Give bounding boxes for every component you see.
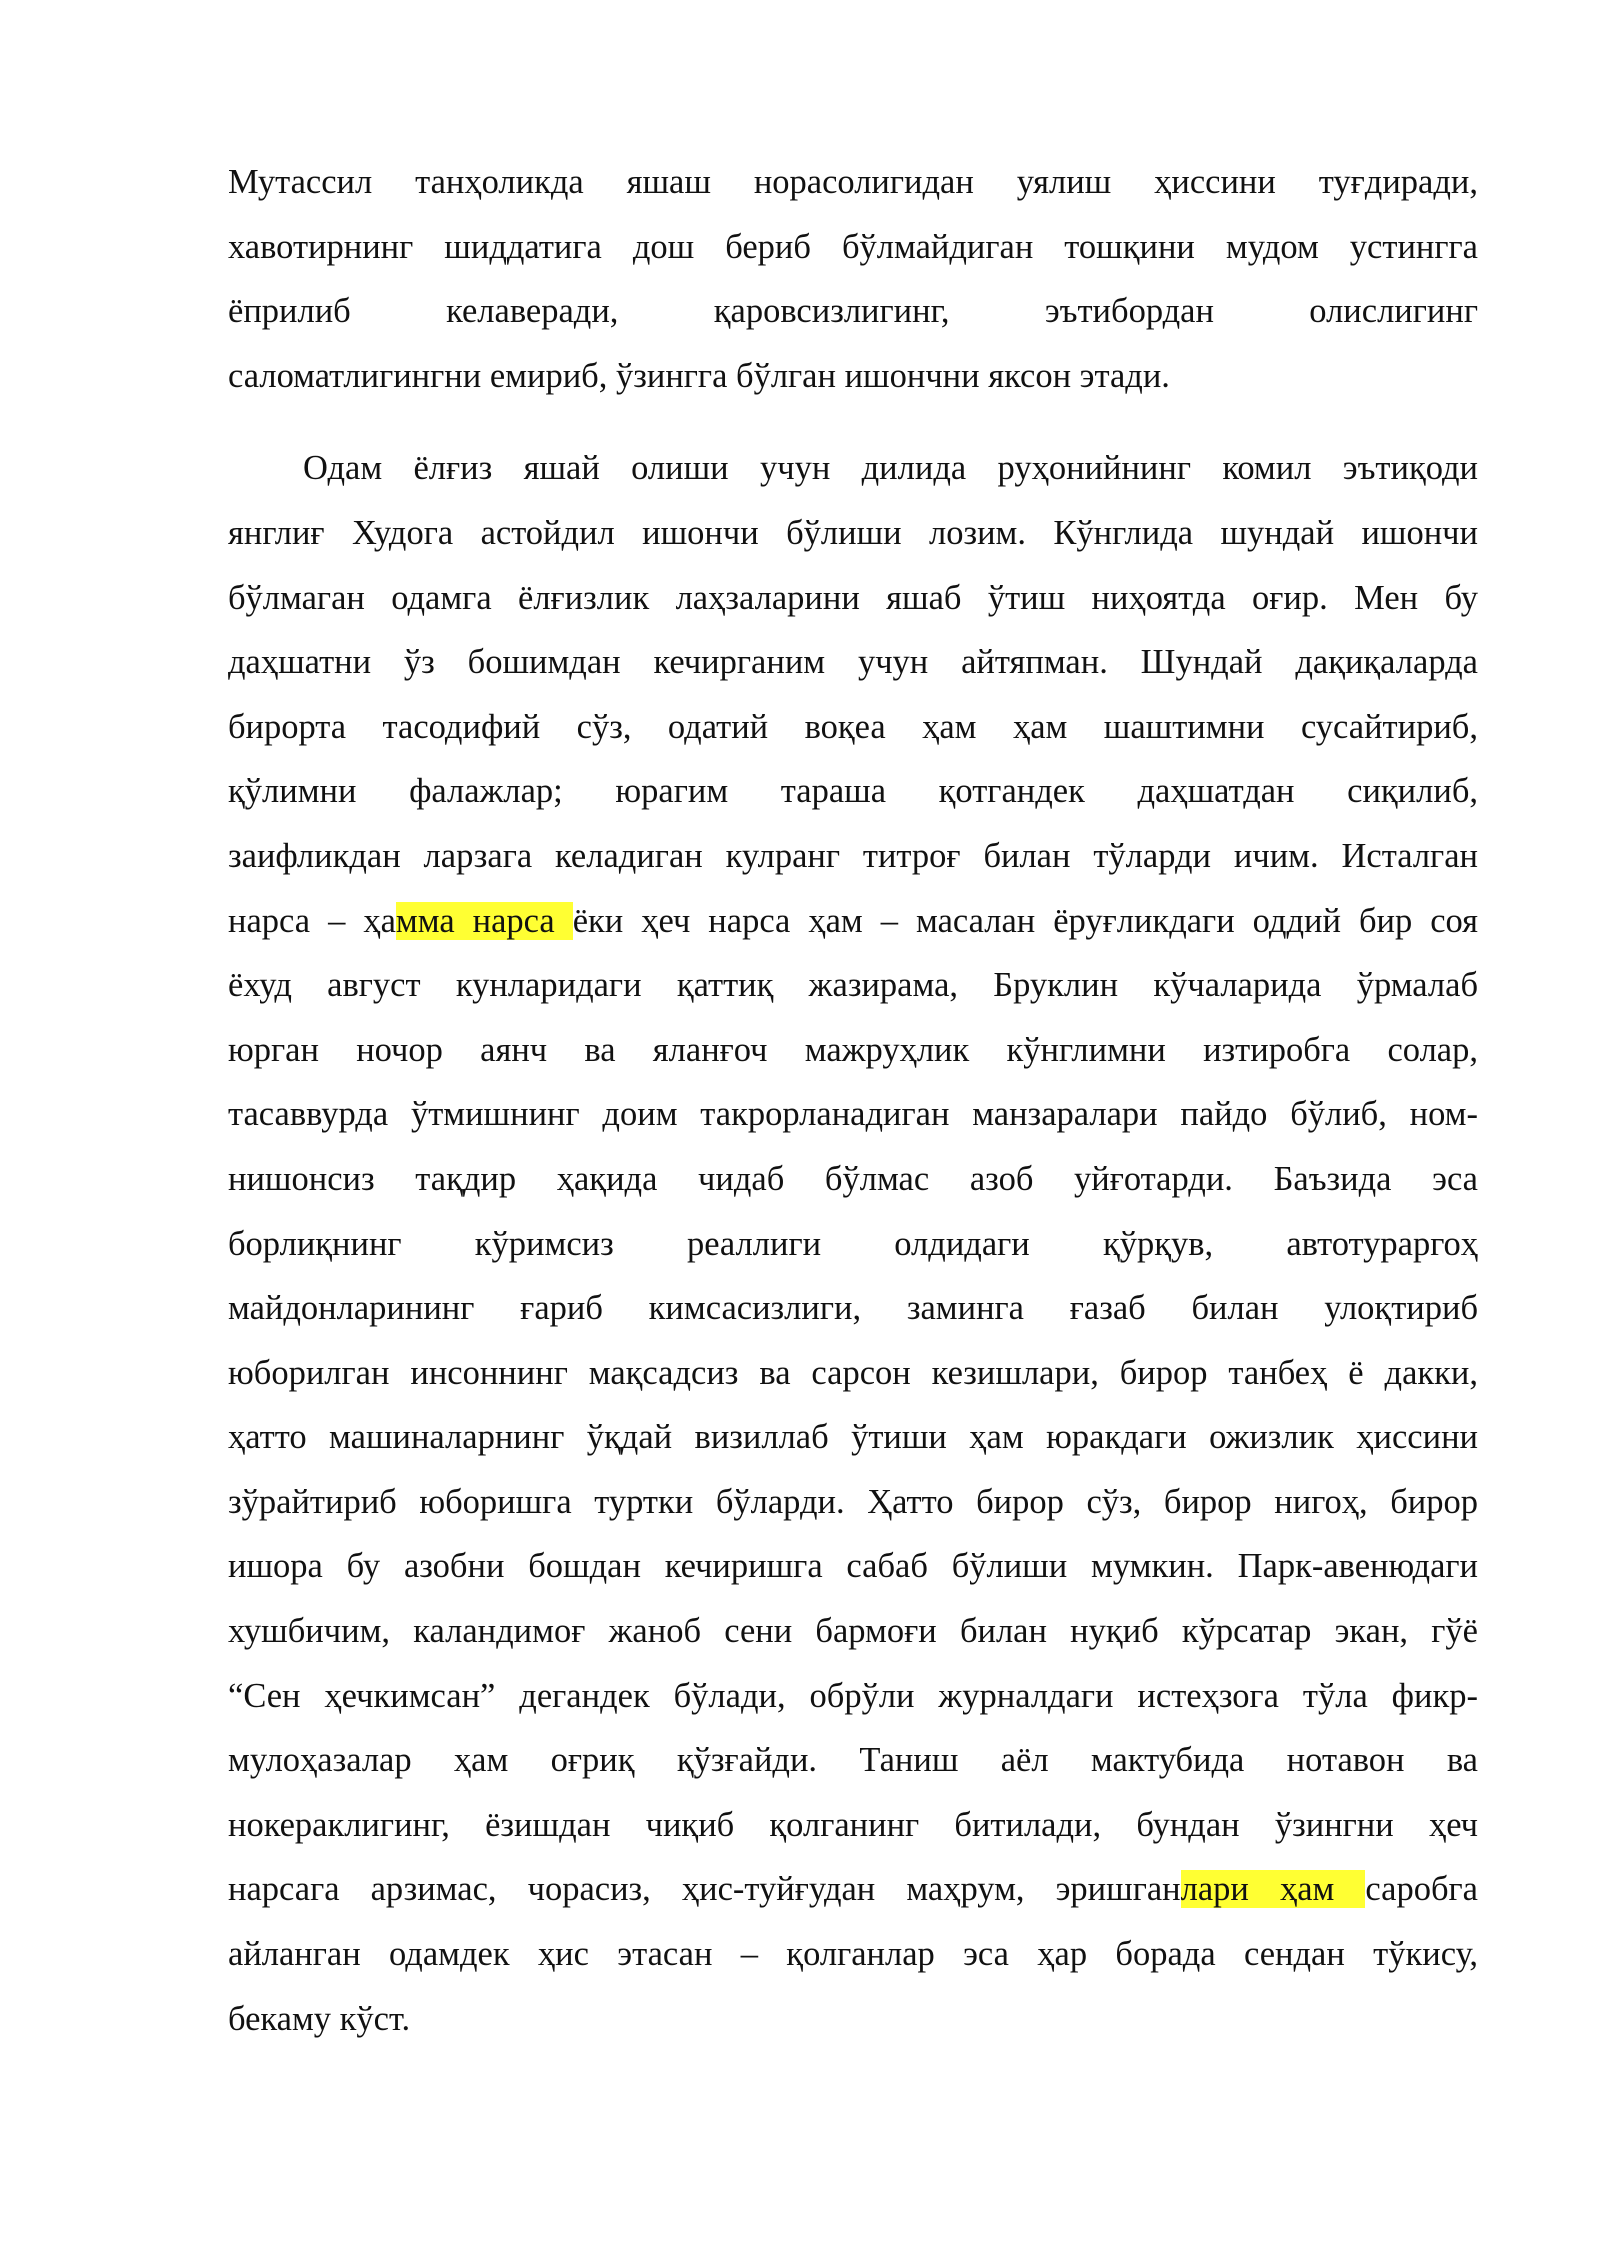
text-line: даҳшатни ўз бошимдан кечирганим учун айтяпман. Шундай дақиқаларда (228, 643, 1478, 682)
text-line: янглиғ Худога астойдил ишончи бўлиши лозим. Кўнглида шундай ишончи (228, 513, 1478, 552)
text-line: заифликдан ларзага келадиган кулранг титроғ билан тўларди ичим. Исталган (228, 836, 1478, 875)
paragraph-spacing (228, 408, 1478, 436)
text-line: мулоҳазалар ҳам оғриқ қўзғайди. Таниш аёл мактубида нотавон ва (228, 1741, 1478, 1780)
paragraph-2 (228, 436, 1478, 2051)
text-line: ёприлиб келаверади, қаровсизлигинг, эътибордан олислигинг (228, 292, 1478, 331)
text-line: борлиқнинг кўримсиз реаллиги олдидаги қўрқув, автотураргоҳ (228, 1224, 1478, 1263)
text-segment: нарсага арзимас, чорасиз, ҳис-туйғудан маҳрум, эришган (228, 1870, 1181, 1909)
text-line: қўлимни фалажлар; юрагим тараша қотгандек даҳшатдан сиқилиб, (228, 772, 1478, 811)
text-line: Мутассил танҳоликда яшаш норасолигидан уялиш ҳиссини туғдиради, (228, 163, 1478, 201)
text-line: айланган одамдек ҳис этасан – қолганлар эса ҳар борада сендан тўкису, (228, 1935, 1478, 1974)
text-segment: саробга (1365, 1870, 1478, 1909)
text-line: нокераклигинг, ёзишдан чиқиб қолганинг битилади, бундан ўзингни ҳеч (228, 1805, 1478, 1844)
text-line: зўрайтириб юборишга туртки бўларди. Ҳатто бирор сўз, бирор нигоҳ, бирор (228, 1482, 1478, 1521)
text-line: бўлмаган одамга ёлғизлик лаҳзаларини яшаб ўтиш ниҳоятда оғир. Мен бу (228, 578, 1478, 617)
text-line-highlighted (228, 1857, 1478, 1922)
text-line: ёхуд август кунларидаги қаттиқ жазирама, Бруклин кўчаларида ўрмалаб (228, 966, 1478, 1005)
text-line: ҳатто машиналарнинг ўқдай визиллаб ўтиши ҳам юракдаги ожизлик ҳиссини (228, 1418, 1478, 1457)
text-line: ишора бу азобни бошдан кечиришга сабаб бўлиши мумкин. Парк-авенюдаги (228, 1547, 1478, 1586)
text-segment: ёки ҳеч нарса ҳам – масалан ёруғликдаги оддий бир соя (572, 901, 1478, 940)
text-line: тасаввурда ўтмишнинг доим такрорланадиган манзаралари пайдо бўлиб, ном- (228, 1095, 1478, 1134)
text-line: хавотирнинг шиддатига дош бериб бўлмайдиган тошқини мудом устингга (228, 227, 1478, 266)
text-line: саломатлигингни емириб, ўзингга бўлган ишончни яксон этади. (228, 356, 1170, 395)
text-line: бирорта тасодифий сўз, одатий воқеа ҳам ҳам шаштимни сусайтириб, (228, 707, 1478, 746)
text-line: хушбичим, каландимоғ жаноб сени бармоғи билан нуқиб кўрсатар экан, гўё (228, 1612, 1478, 1651)
document-body (228, 150, 1478, 2051)
text-line-highlighted (228, 889, 1478, 954)
text-line: бекаму кўст. (228, 1999, 411, 2038)
highlighted-text: лари ҳам (1180, 1870, 1366, 1909)
text-line: юборилган инсоннинг мақсадсиз ва сарсон кезишлари, бирор танбеҳ ё дакки, (228, 1353, 1478, 1392)
text-segment: нарса – ҳа (228, 901, 396, 940)
text-line: юрган ночор аянч ва яланғоч мажруҳлик кўнглимни изтиробга солар, (228, 1030, 1478, 1069)
text-line: майдонларининг ғариб кимсасизлиги, заминга ғазаб билан улоқтириб (228, 1289, 1478, 1328)
text-line: Одам ёлғиз яшай олиши учун дилида руҳонийнинг комил эътиқоди (303, 449, 1478, 488)
paragraph-1 (228, 150, 1478, 408)
highlighted-text: мма нарса (395, 901, 573, 940)
text-line: “Сен ҳечкимсан” дегандек бўлади, обрўли журналдаги истеҳзога тўла фикр- (228, 1676, 1478, 1715)
text-line: нишонсиз тақдир ҳақида чидаб бўлмас азоб уйғотарди. Баъзида эса (228, 1159, 1478, 1198)
